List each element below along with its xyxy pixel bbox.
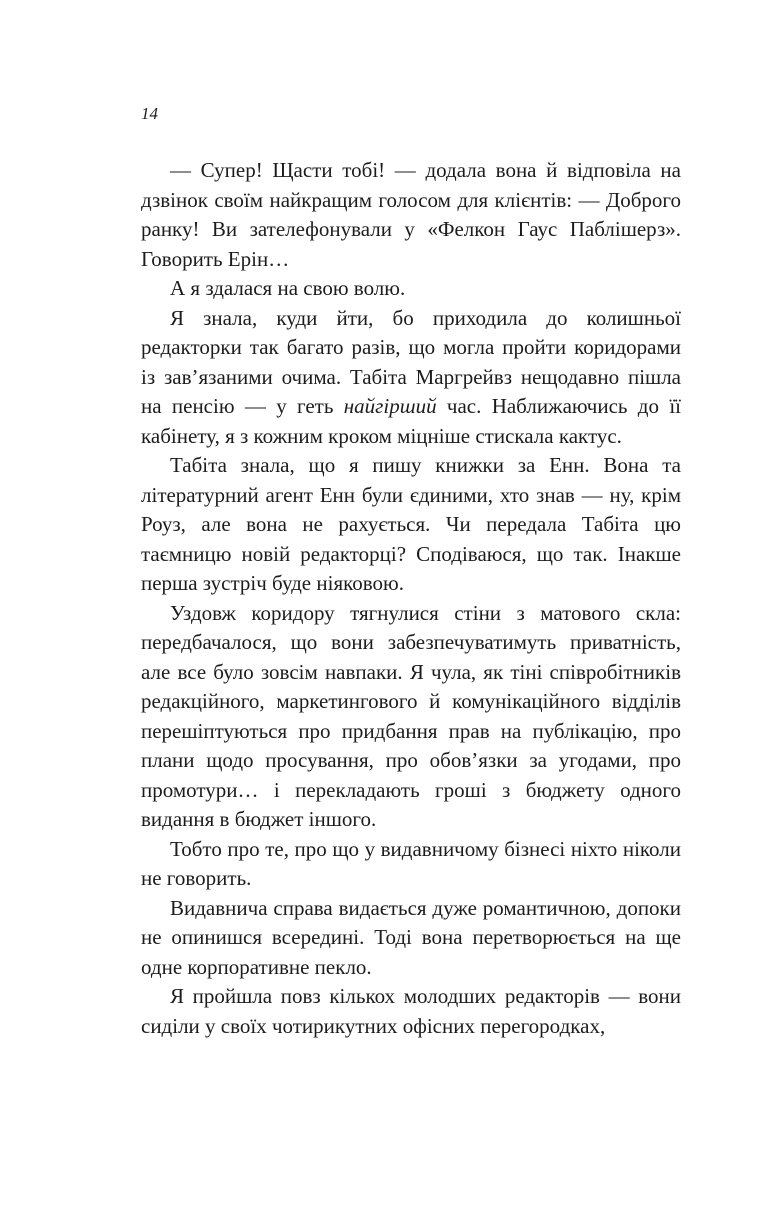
paragraph	[141, 599, 681, 835]
paragraph-text: — Супер! Щасти тобі! — додала вона й відповіла на дзвінок своїм найкращим голосом для клієнтів: — Доброго ранку! Ви зателефонували у «Фелкон Гаус Паблішерз». Говорить Ерін…	[141, 158, 681, 271]
paragraph	[141, 835, 681, 894]
paragraph	[141, 274, 681, 304]
paragraph-text: час. Наближаючись до її кабінету, я з кожним кроком міцніше стискала кактус.	[141, 394, 681, 448]
paragraph-text: Я пройшла повз кількох молодших редакторів — вони сиділи у своїх чотирикутних офісних перегородках,	[141, 984, 681, 1038]
paragraph	[141, 156, 681, 274]
paragraph	[141, 304, 681, 452]
paragraph	[141, 982, 681, 1041]
paragraph-text: Тобто про те, про що у видавничому бізнесі ніхто ніколи не говорить.	[141, 836, 681, 890]
paragraph-text: Уздовж коридору тягнулися стіни з матового скла: передбачалося, що вони забезпечуватимуть приватність, але все було зовсім навпаки. Я чула, як тіні співробітників редакційного, маркетингового й комунікаційного відділів перешіптуються про придбання прав на публікацію, про плани щодо просування, про обов’язки за угодами, про промотури… і перекладають гроші з бюджету одного видання в бюджет іншого.	[141, 600, 681, 831]
paragraph	[141, 451, 681, 599]
emphasized-word: найгірший	[343, 394, 437, 418]
text-block	[141, 156, 681, 1041]
paragraph-text: Я знала, куди йти, бо приходила до колишньої редакторки так багато разів, що могла пройти коридорами із зав’язаними очима. Табіта Маргрейвз нещодавно пішла на пенсію — у геть	[141, 305, 681, 418]
paragraph-text: А я здалася на свою волю.	[170, 276, 406, 300]
paragraph-text: Видавнича справа видається дуже романтичною, допоки не опинишся всередині. Тоді вона перетворюється на ще одне корпоративне пекло.	[141, 895, 681, 979]
paragraph-text: Табіта знала, що я пишу книжки за Енн. Вона та літературний агент Енн були єдиними, хто знав — ну, крім Роуз, але вона не рахується. Чи передала Табіта цю таємницю новій редакторці? Сподіваюся, що так. Інакше перша зустріч буде ніяковою.	[141, 453, 681, 595]
page-number: 14	[141, 104, 158, 123]
paragraph	[141, 894, 681, 983]
